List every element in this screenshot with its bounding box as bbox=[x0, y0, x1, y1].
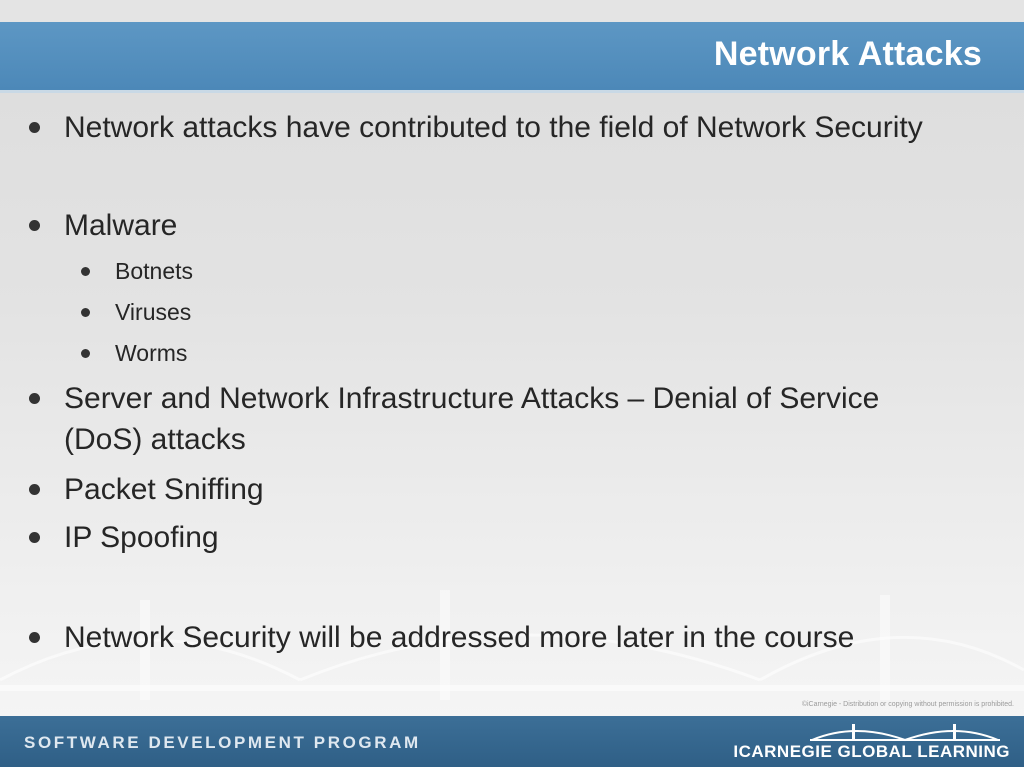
bullet-dot bbox=[81, 349, 90, 358]
brand-name: ICARNEGIE GLOBAL LEARNING bbox=[733, 742, 1010, 761]
footer-bar bbox=[0, 716, 1024, 767]
bullet-dot bbox=[29, 220, 40, 231]
sub-bullet-text: Viruses bbox=[115, 299, 192, 325]
sub-bullet-text: Worms bbox=[115, 340, 188, 366]
bullet-text: Malware bbox=[64, 209, 178, 242]
bullet-text: (DoS) attacks bbox=[64, 423, 246, 456]
bridge-logo-icon bbox=[810, 720, 1000, 742]
bullet-dot bbox=[29, 484, 40, 495]
bullet-dot bbox=[81, 308, 90, 317]
bullet-text: IP Spoofing bbox=[64, 521, 219, 554]
bullet-dot bbox=[29, 532, 40, 543]
bullet-text: Packet Sniffing bbox=[64, 473, 264, 506]
sub-bullet-text: Botnets bbox=[115, 258, 193, 284]
bullet-dot bbox=[29, 393, 40, 404]
bullet-dot bbox=[81, 267, 90, 276]
bullet-dot bbox=[29, 632, 40, 643]
copyright-notice: ©iCarnegie - Distribution or copying without permission is prohibited. bbox=[801, 701, 1014, 708]
bullet-text: Server and Network Infrastructure Attacks – Denial of Service bbox=[64, 382, 880, 415]
program-name: SOFTWARE DEVELOPMENT PROGRAM bbox=[24, 733, 421, 752]
slide-title: Network Attacks bbox=[713, 35, 982, 73]
bullet-text: Network attacks have contributed to the field of Network Security bbox=[64, 111, 923, 144]
bullet-dot bbox=[29, 122, 40, 133]
bullet-text: Network Security will be addressed more later in the course bbox=[64, 621, 855, 654]
